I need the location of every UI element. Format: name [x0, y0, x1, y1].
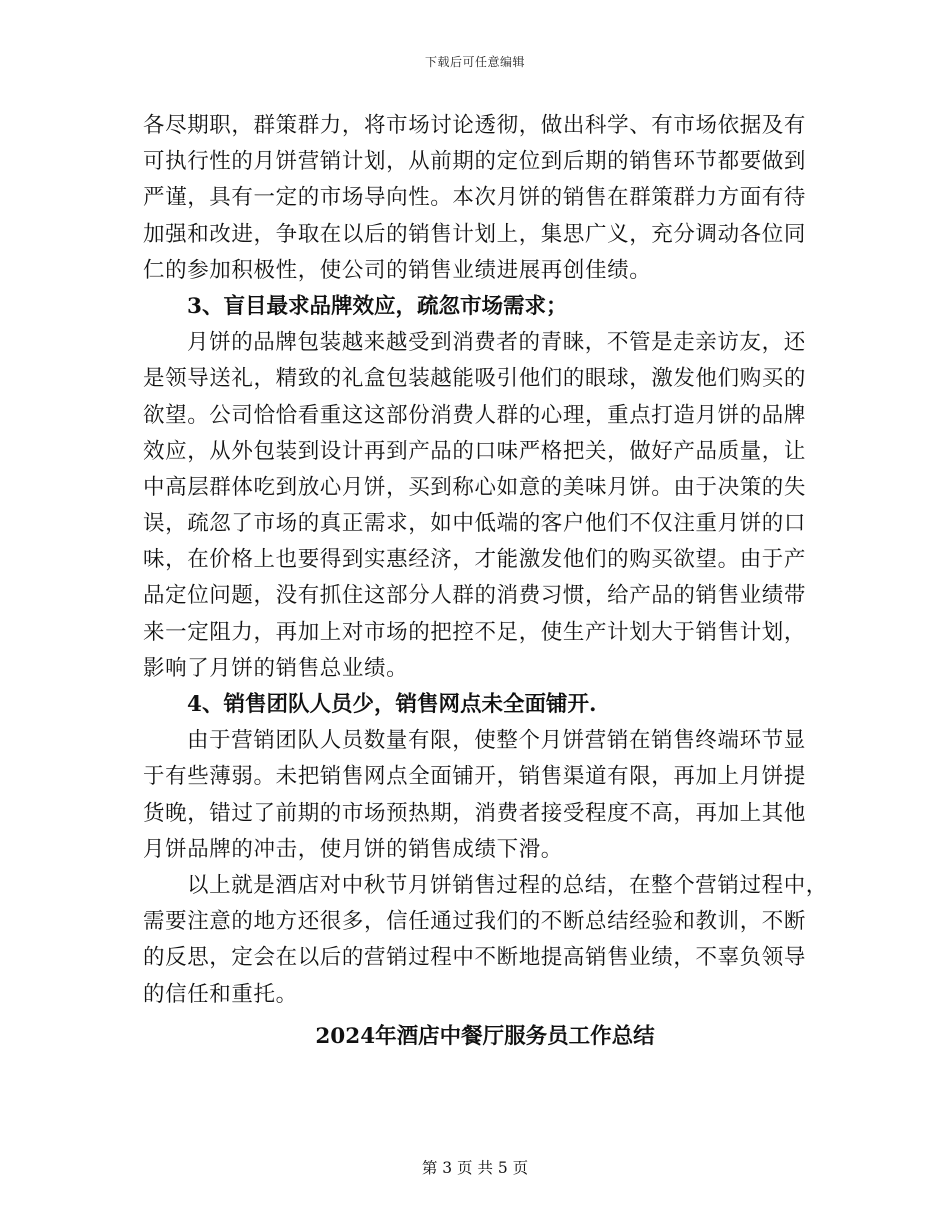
paragraph-4: [143, 868, 828, 1013]
text-line: 品定位问题，没有抓住这部分人群的消费习惯，给产品的销售业绩带: [143, 583, 807, 609]
paragraph-3: [143, 723, 809, 868]
text-line: 来一定阻力，再加上对市场的把控不足，使生产计划大于销售计划，: [143, 619, 807, 645]
page-header: 下载后可任意编辑: [424, 55, 525, 69]
text-line: 以上就是酒店对中秋节月饼销售过程的总结，在整个营销过程中，: [187, 872, 828, 898]
next-document-title: 2024年酒店中餐厅服务员工作总结: [315, 1023, 655, 1049]
text-line: 加强和改进，争取在以后的销售计划上，集思广义，充分调动各位同: [143, 221, 807, 247]
text-line: 由于营销团队人员数量有限，使整个月饼营销在销售终端环节显: [187, 728, 806, 754]
text-line: 仁的参加积极性，使公司的销售业绩进展再创佳绩。: [143, 257, 652, 283]
text-line: 于有些薄弱。未把销售网点全面铺开，销售渠道有限，再加上月饼提: [143, 764, 807, 790]
text-line: 欲望。公司恰恰看重这这部份消费人群的心理，重点打造月饼的品牌: [143, 402, 807, 428]
text-line: 影响了月饼的销售总业绩。: [143, 655, 409, 681]
text-line: 误，疏忽了市场的真正需求，如中低端的客户他们不仅注重月饼的口: [143, 511, 807, 537]
paragraph-1: [143, 108, 809, 289]
document-body: [143, 108, 828, 1055]
section-heading-3: 3、盲目最求品牌效应，疏忽市场需求；: [187, 293, 568, 319]
text-line: 需要注意的地方还很多，信任通过我们的不断总结经验和教训，不断: [143, 909, 807, 935]
text-line: 月饼的品牌包装越来越受到消费者的青睐，不管是走亲访友，还: [187, 330, 806, 356]
text-line: 货晚，错过了前期的市场预热期，消费者接受程度不高，再加上其他: [143, 800, 807, 826]
text-line: 是领导送礼，精致的礼盒包装越能吸引他们的眼球，激发他们购买的: [143, 366, 807, 392]
text-line: 效应，从外包装到设计再到产品的口味严格把关，做好产品质量，让: [143, 438, 807, 464]
paragraph-2: [143, 325, 809, 687]
page-number: 第 3 页 共 5 页: [421, 1159, 529, 1177]
text-line: 中高层群体吃到放心月饼，买到称心如意的美味月饼。由于决策的失: [143, 474, 807, 500]
text-line: 可执行性的月饼营销计划，从前期的定位到后期的销售环节都要做到: [143, 149, 807, 175]
text-line: 各尽期职，群策群力，将市场讨论透彻，做出科学、有市场依据及有: [143, 113, 807, 138]
text-line: 的信任和重托。: [143, 981, 298, 1007]
text-line: 严谨，具有一定的市场导向性。本次月饼的销售在群策群力方面有待: [143, 185, 807, 211]
text-line: 味，在价格上也要得到实惠经济，才能激发他们的购买欲望。由于产: [143, 547, 807, 573]
section-heading-4: 4、销售团队人员少，销售网点未全面铺开.: [187, 692, 597, 717]
text-line: 月饼品牌的冲击，使月饼的销售成绩下滑。: [143, 836, 563, 862]
text-line: 的反思，定会在以后的营销过程中不断地提高销售业绩，不辜负领导: [143, 945, 807, 971]
